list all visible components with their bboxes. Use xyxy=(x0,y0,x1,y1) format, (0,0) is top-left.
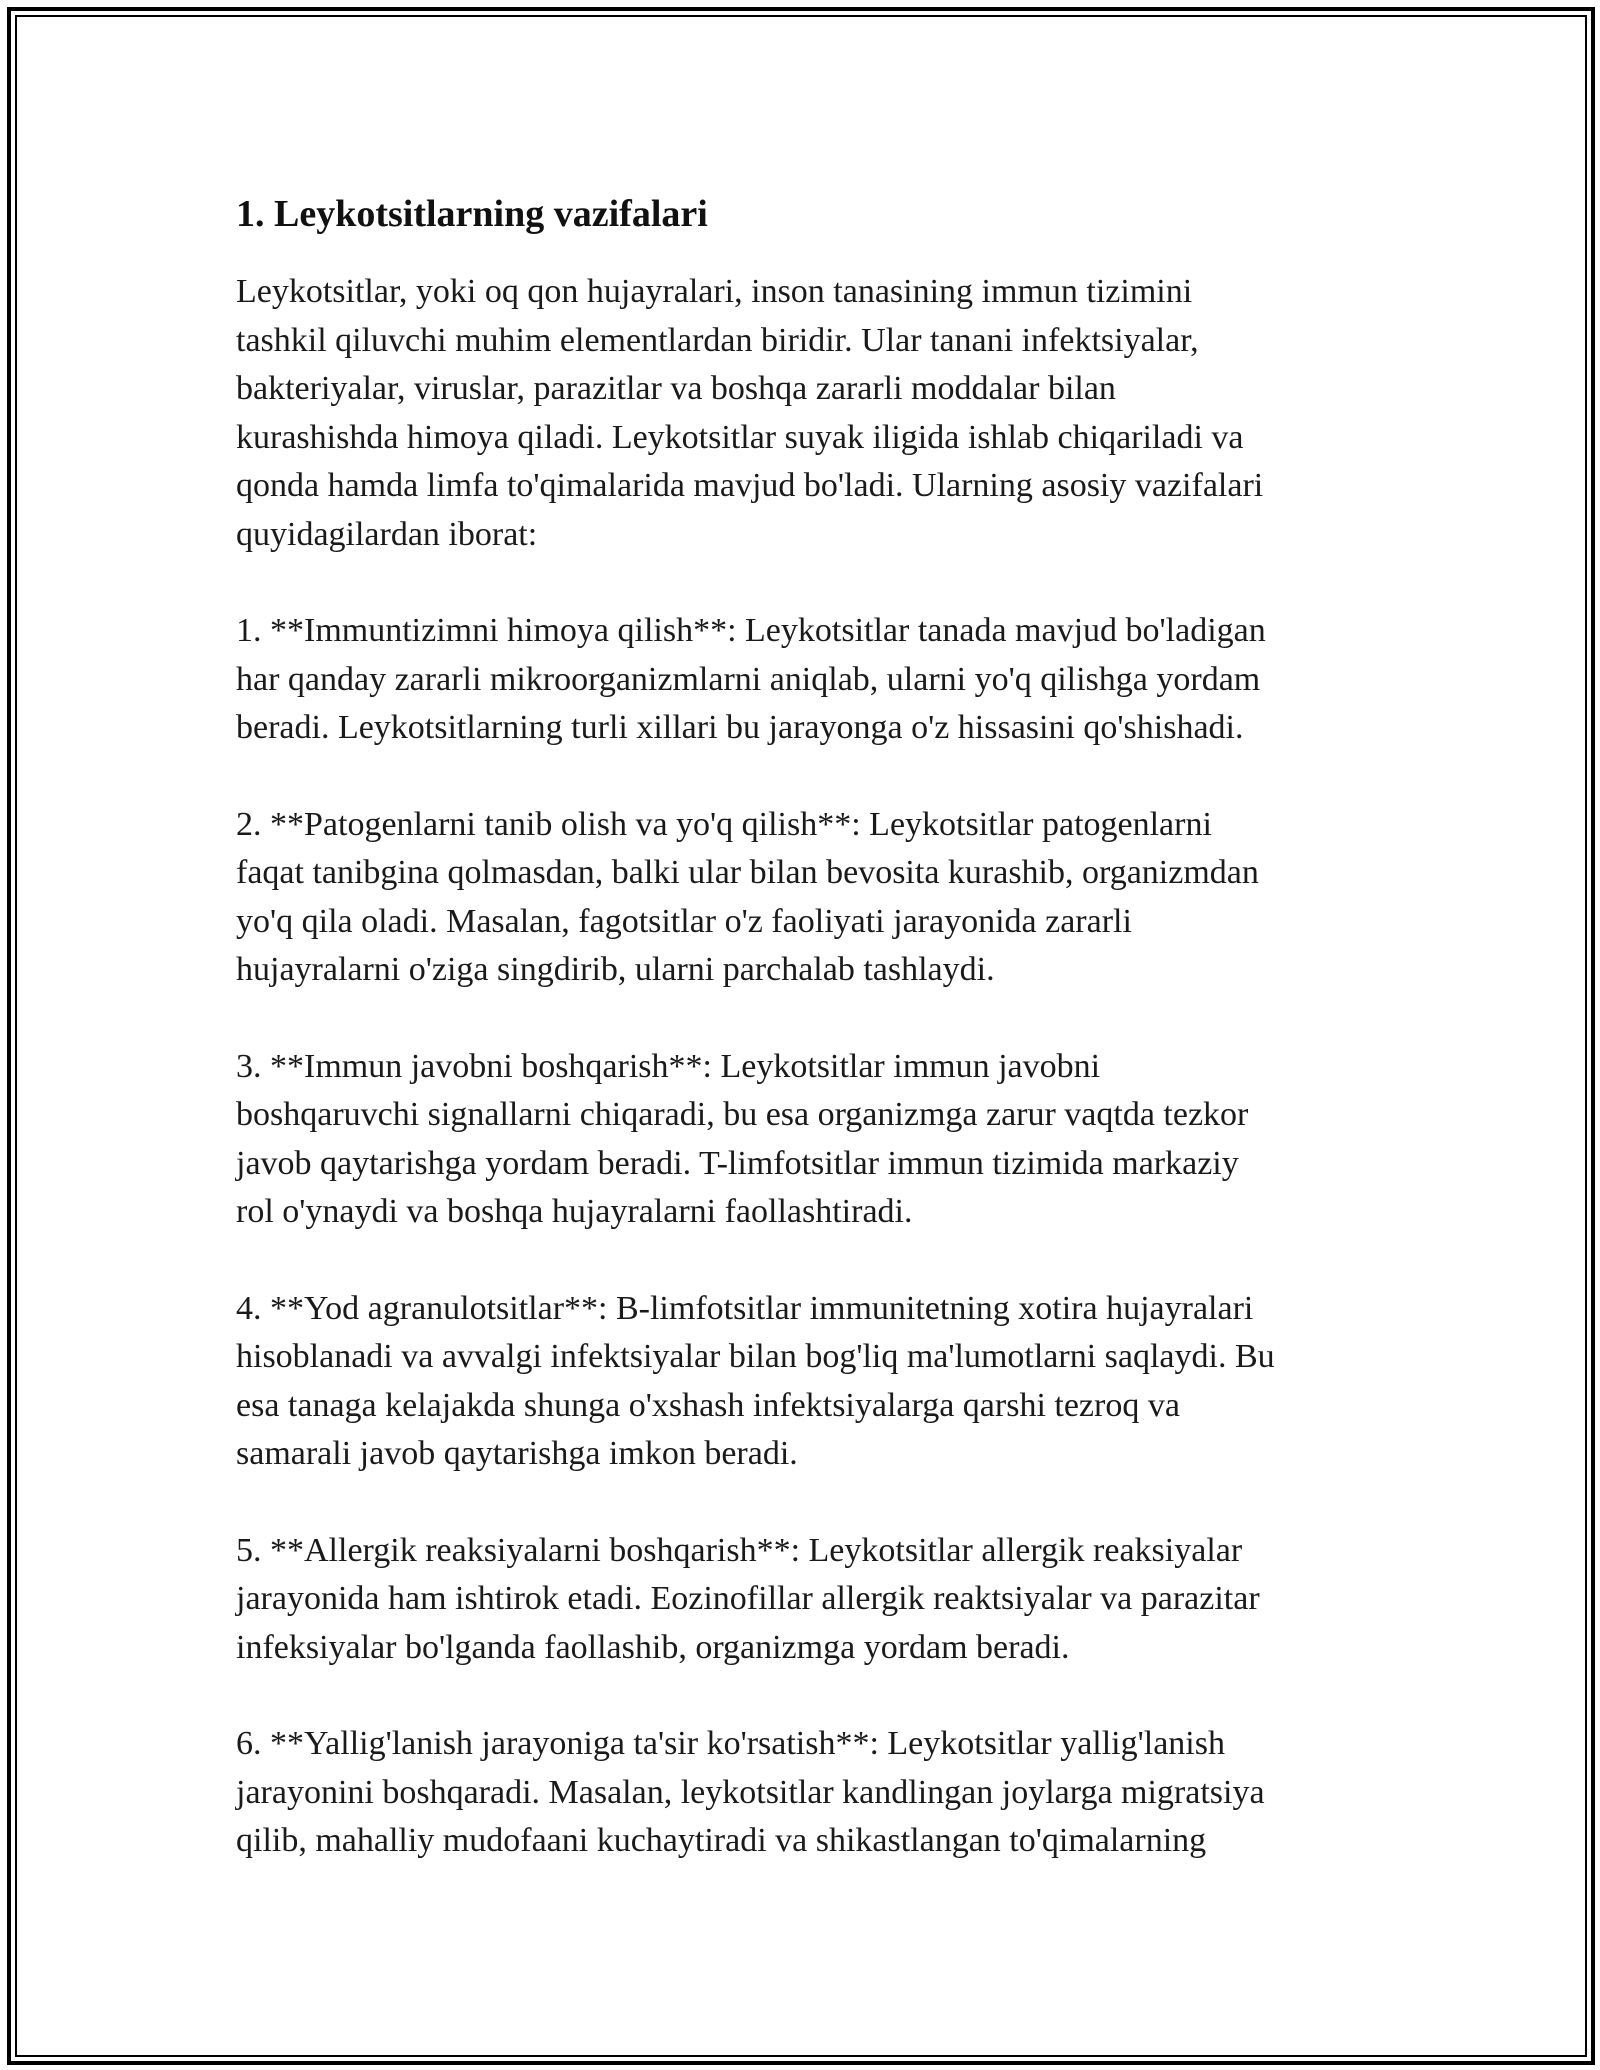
intro-paragraph: Leykotsitlar, yoki oq qon hujayralari, inson tanasining immun tizimini tashkil qiluvchi muhim elementlardan biridir. Ular tanani infektsiyalar, bakteriyalar, viruslar, parazitlar va boshqa zararli moddalar bilan kurashishda himoya qiladi. Leykotsitlar suyak iligida ishlab chiqariladi va qonda hamda limfa to'qimalarida mavjud bo'ladi. Ularning asosiy vazifalari quyidagilardan iborat: xyxy=(236,273,1264,553)
list-item-5: 5. **Allergik reaksiyalarni boshqarish**: Leykotsitlar allergik reaksiyalar jarayonida ham ishtirok etadi. Eozinofillar allergik reaktsiyalar va parazitar infeksiyalar bo'lganda faollashib, organizmga yordam beradi. xyxy=(236,1531,1260,1666)
list-item-4: 4. **Yod agranulotsitlar**: B-limfotsitlar immunitetning xotira hujayralari hisoblanadi va avvalgi infektsiyalar bilan bog'liq ma'lumotlarni saqlaydi. Bu esa tanaga kelajakda shunga o'xshash infektsiyalarga qarshi tezroq va samarali javob qaytarishga imkon beradi. xyxy=(236,1289,1275,1472)
document-body xyxy=(236,188,1366,1914)
list-item-1: 1. **Immuntizimni himoya qilish**: Leykotsitlar tanada mavjud bo'ladigan har qanday zararli mikroorganizmlarni aniqlab, ularni yo'q qilishga yordam beradi. Leykotsitlarning turli xillari bu jarayonga o'z hissasini qo'shishadi. xyxy=(236,612,1266,746)
list-item-6: 6. **Yallig'lanish jarayoniga ta'sir ko'rsatish**: Leykotsitlar yallig'lanish jarayonini boshqaradi. Masalan, leykotsitlar kandlingan joylarga migratsiya qilib, mahalliy mudofaani kuchaytiradi va shikastlangan to'qimalarning xyxy=(236,1725,1265,1859)
list-item-2: 2. **Patogenlarni tanib olish va yo'q qilish**: Leykotsitlar patogenlarni faqat tanibgina qolmasdan, balki ular bilan bevosita kurashib, organizmdan yo'q qila oladi. Masalan, fagotsitlar o'z faoliyati jarayonida zararli hujayralarni o'ziga singdirib, ularni parchalab tashlaydi. xyxy=(236,805,1259,988)
section-heading: 1. Leykotsitlarning vazifalari xyxy=(236,193,708,235)
list-item-3: 3. **Immun javobni boshqarish**: Leykotsitlar immun javobni boshqaruvchi signallarni chiqaradi, bu esa organizmga zarur vaqtda tezkor javob qaytarishga yordam beradi. T-limfotsitlar immun tizimida markaziy rol o'ynaydi va boshqa hujayralarni faollashtiradi. xyxy=(236,1047,1249,1230)
